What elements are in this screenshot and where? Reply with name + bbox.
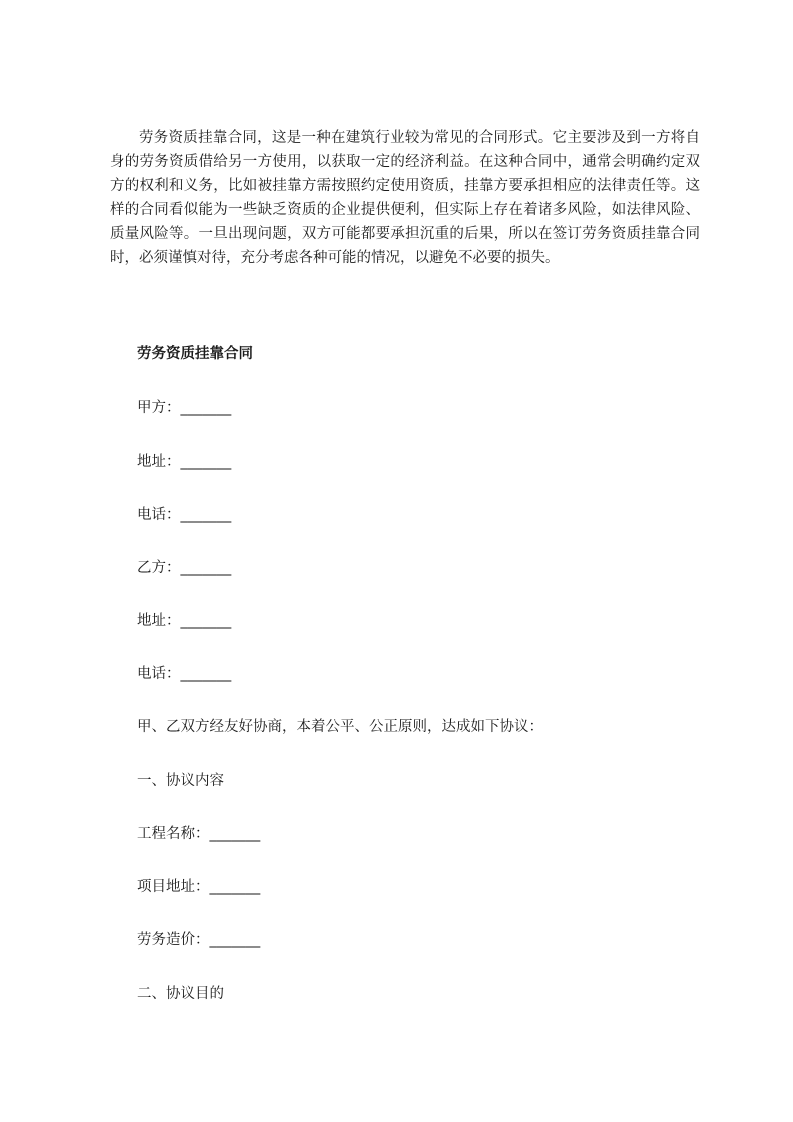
party-b-field: 乙方：_______ <box>137 560 232 576</box>
party-b-phone-field: 电话：_______ <box>137 666 232 682</box>
party-a-phone-field: 电话：_______ <box>137 507 232 523</box>
party-a-address-field: 地址：_______ <box>137 454 232 470</box>
section-1-heading: 一、协议内容 <box>137 773 224 789</box>
section-2-heading: 二、协议目的 <box>137 986 224 1002</box>
party-a-field: 甲方：_______ <box>137 400 232 416</box>
agreement-intro: 甲、乙双方经友好协商，本着公平、公正原则，达成如下协议： <box>137 719 543 735</box>
intro-paragraph: 劳务资质挂靠合同，这是一种在建筑行业较为常见的合同形式。它主要涉及到一方将自身的劳务资质借给另一方使用，以获取一定的经济利益。在这种合同中，通常会明确约定双方的权利和义务，比如被挂靠方需按照约定使用资质，挂靠方要承担相应的法律责任等。这样的合同看似能为一些缺乏资质的企业提供便利，但实际上存在着诸多风险，如法律风险、质量风险等。一旦出现问题，双方可能都要承担沉重的后果，所以在签订劳务资质挂靠合同时，必须谨慎对待，充分考虑各种可能的情况，以避免不必要的损失。 <box>110 130 700 266</box>
project-name-field: 工程名称：_______ <box>137 826 261 842</box>
contract-title: 劳务资质挂靠合同 <box>137 346 253 362</box>
labor-cost-field: 劳务造价：_______ <box>137 932 261 948</box>
party-b-address-field: 地址：_______ <box>137 613 232 629</box>
project-address-field: 项目地址：_______ <box>137 879 261 895</box>
